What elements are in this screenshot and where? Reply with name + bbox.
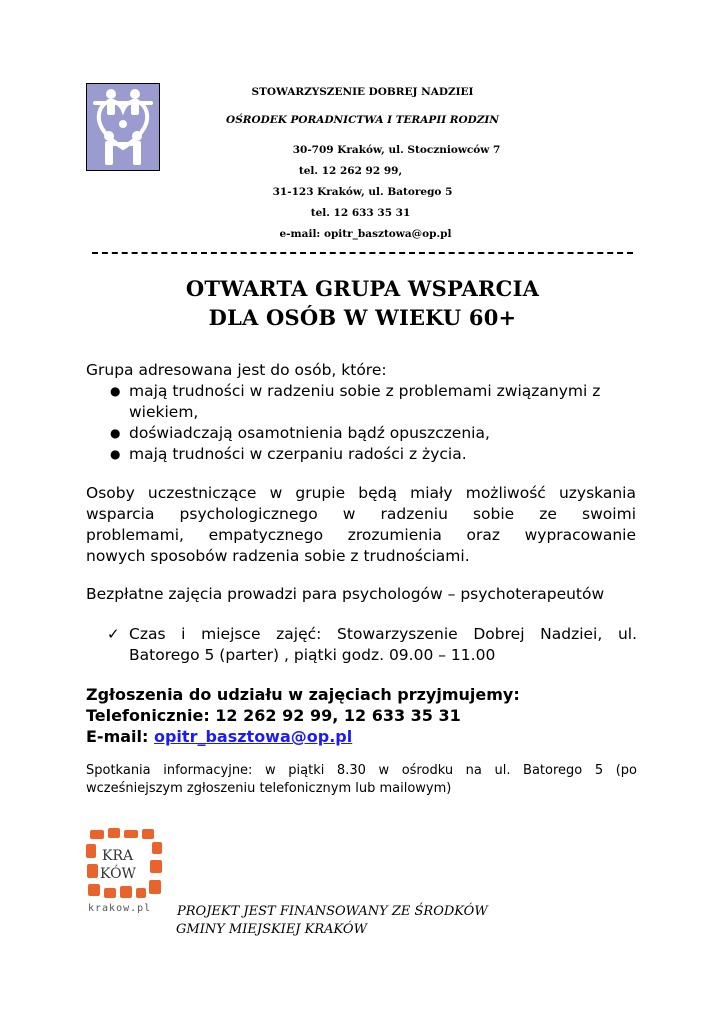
checkmark-icon: ✓ [107,625,120,643]
paragraph-line-3: problemami, empatycznego zrozumienia oraz wypracowanie [86,526,636,544]
bullet-1-line-2: wiekiem, [129,403,199,421]
paragraph-line-4: nowych sposobów radzenia sobie z trudnościami. [86,547,470,565]
info-line-1: Spotkania informacyjne: w piątki 8.30 w ośrodku na ul. Batorego 5 (po [86,763,637,778]
address-1: 30-709 Kraków, ul. Stoczniowców 7 [292,144,501,156]
info-line-2: wcześniejszym zgłoszeniu telefonicznym lub mailowym) [86,781,452,796]
email-link[interactable]: opitr_basztowa@op.pl [153,727,353,746]
paragraph-line-2: wsparcia psychologicznego w radzeniu sobie ze swoimi [86,505,636,523]
registration-heading: Zgłoszenia do udziału w zajęciach przyjmujemy: [86,685,520,704]
free-classes-text: Bezpłatne zajęcia prowadzi para psychologów – psychoterapeutów [86,585,605,603]
krakow-logo [86,828,164,918]
email-label: E-mail: [86,727,154,746]
header-divider [92,252,633,254]
krakow-emblem-icon [86,828,164,902]
footer-line-2: GMINY MIEJSKIEJ KRAKÓW [176,922,367,937]
footer-line-1: PROJEKT JEST FINANSOWANY ZE ŚRODKÓW [177,904,488,919]
krakow-logo-text-2: KÓW [100,866,136,882]
org-name: STOWARZYSZENIE DOBREJ NADZIEI [251,86,474,98]
registration-email [86,727,352,746]
bullet-icon: ● [110,447,121,461]
schedule-line-1: Czas i miejsce zajęć: Stowarzyszenie Dobrej Nadziei, ul. [129,625,637,643]
intro-text: Grupa adresowana jest do osób, które: [86,361,387,379]
title-line-2: DLA OSÓB W WIEKU 60+ [208,305,517,330]
schedule-line-2: Batorego 5 (parter) , piątki godz. 09.00 – 11.00 [129,646,496,664]
title-line-1: OTWARTA GRUPA WSPARCIA [185,276,540,301]
phone-1: tel. 12 262 92 99, [298,165,403,177]
bullet-icon: ● [110,426,121,440]
phone-2: tel. 12 633 35 31 [310,207,411,219]
krakow-logo-text-1: KRA [102,848,134,864]
registration-phones: Telefonicznie: 12 262 92 99, 12 633 35 31 [86,706,461,725]
bullet-3: mają trudności w czerpaniu radości z życia. [129,445,467,463]
bullet-1-line-1: mają trudności w radzeniu sobie z problemami związanymi z [129,382,601,400]
paragraph-line-1: Osoby uczestniczące w grupie będą miały możliwość uzyskania [86,484,636,502]
center-name: OŚRODEK PORADNICTWA I TERAPII RODZIN [226,114,499,126]
bullet-2: doświadczają osamotnienia bądź opuszczenia, [129,424,490,442]
bullet-icon: ● [110,384,121,398]
address-2: 31-123 Kraków, ul. Batorego 5 [272,186,453,198]
header-email: e-mail: opitr_basztowa@op.pl [279,228,452,240]
krakow-site: krakow.pl [88,903,152,914]
